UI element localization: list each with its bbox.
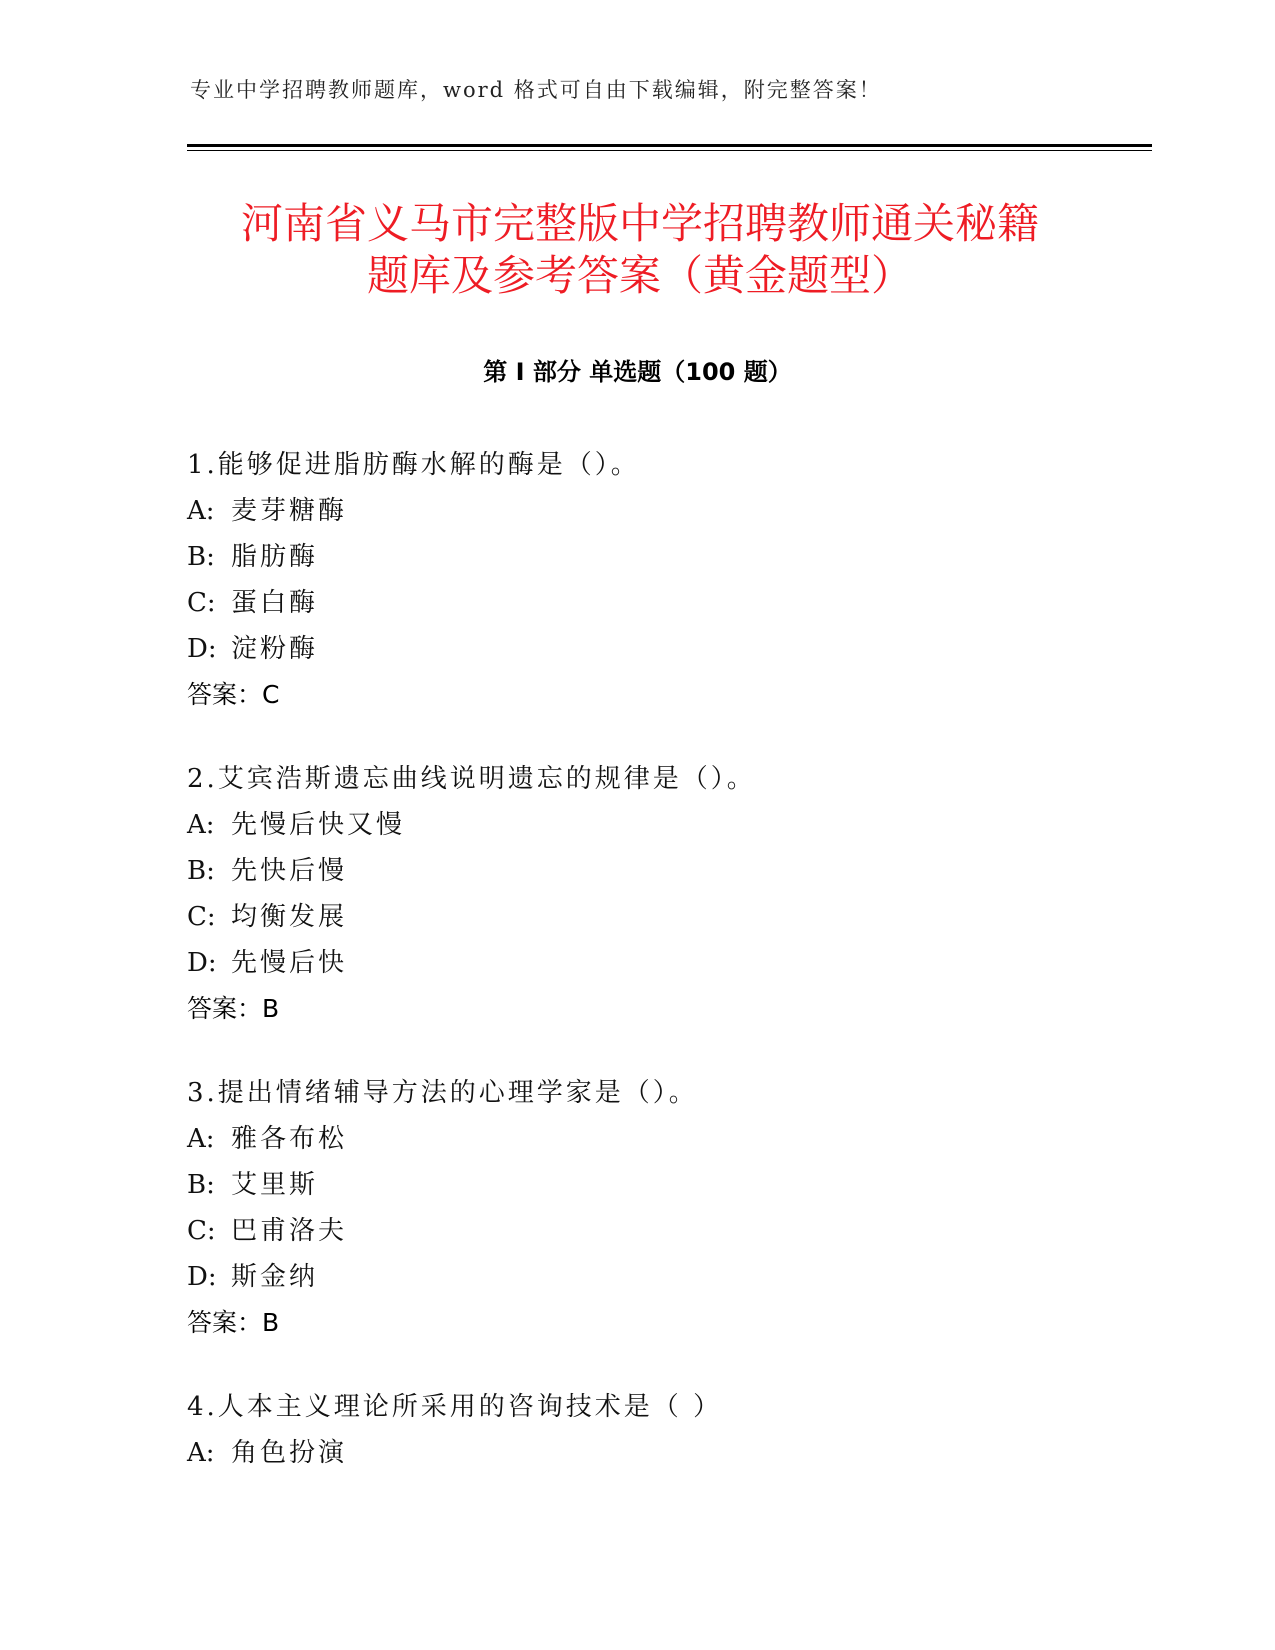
option-d <box>187 946 1147 992</box>
option-text: 蛋白酶 <box>231 588 319 618</box>
option-c <box>187 1214 1147 1260</box>
option-key: D: <box>187 948 217 978</box>
option-a <box>187 1122 1147 1168</box>
question-stem: 1.能够促进脂肪酶水解的酶是（）。 <box>187 450 640 480</box>
header-divider-thick <box>187 144 1152 147</box>
option-text: 均衡发展 <box>231 902 348 932</box>
option-text: 先快后慢 <box>231 856 348 886</box>
option-key: A: <box>187 496 215 526</box>
question-list <box>187 448 1147 1520</box>
answer: 答案：B <box>187 994 280 1023</box>
answer: 答案：B <box>187 1308 280 1337</box>
option-key: D: <box>187 1262 217 1292</box>
document-title-line-1: 河南省义马市完整版中学招聘教师通关秘籍 <box>240 199 1039 248</box>
option-key: D: <box>187 634 217 664</box>
option-key: A: <box>187 1124 215 1154</box>
option-c <box>187 586 1147 632</box>
option-text: 淀粉酶 <box>231 634 319 664</box>
option-d <box>187 1260 1147 1306</box>
document-title <box>160 198 1120 302</box>
option-key: C: <box>187 588 216 618</box>
option-key: A: <box>187 1438 215 1468</box>
option-key: C: <box>187 1216 216 1246</box>
header-note: 专业中学招聘教师题库，word 格式可自由下载编辑，附完整答案！ <box>190 78 882 102</box>
option-key: B: <box>187 1170 215 1200</box>
option-b <box>187 1168 1147 1214</box>
option-text: 艾里斯 <box>231 1170 319 1200</box>
option-text: 巴甫洛夫 <box>231 1216 348 1246</box>
option-key: B: <box>187 856 215 886</box>
question-stem: 2.艾宾浩斯遗忘曲线说明遗忘的规律是（）。 <box>187 764 756 794</box>
option-key: B: <box>187 542 215 572</box>
question-2 <box>187 762 1147 1038</box>
option-text: 角色扮演 <box>231 1438 348 1468</box>
option-key: C: <box>187 902 216 932</box>
question-1 <box>187 448 1147 724</box>
option-text: 斯金纳 <box>231 1262 319 1292</box>
option-a <box>187 1436 1147 1482</box>
question-stem: 4.人本主义理论所采用的咨询技术是（ ） <box>187 1392 723 1422</box>
option-a <box>187 808 1147 854</box>
option-text: 脂肪酶 <box>231 542 319 572</box>
answer: 答案：C <box>187 680 280 709</box>
option-text: 雅各布松 <box>231 1124 348 1154</box>
option-text: 先慢后快又慢 <box>231 810 406 840</box>
question-stem: 3.提出情绪辅导方法的心理学家是（）。 <box>187 1078 698 1108</box>
option-b <box>187 540 1147 586</box>
header-divider-thin <box>187 150 1152 151</box>
section-title: 第 I 部分 单选题（100 题） <box>483 358 792 386</box>
question-4 <box>187 1390 1147 1482</box>
option-text: 麦芽糖酶 <box>231 496 348 526</box>
document-title-line-2: 题库及参考答案（黄金题型） <box>366 251 913 300</box>
option-key: A: <box>187 810 215 840</box>
option-c <box>187 900 1147 946</box>
option-d <box>187 632 1147 678</box>
option-b <box>187 854 1147 900</box>
question-3 <box>187 1076 1147 1352</box>
option-text: 先慢后快 <box>231 948 348 978</box>
option-a <box>187 494 1147 540</box>
